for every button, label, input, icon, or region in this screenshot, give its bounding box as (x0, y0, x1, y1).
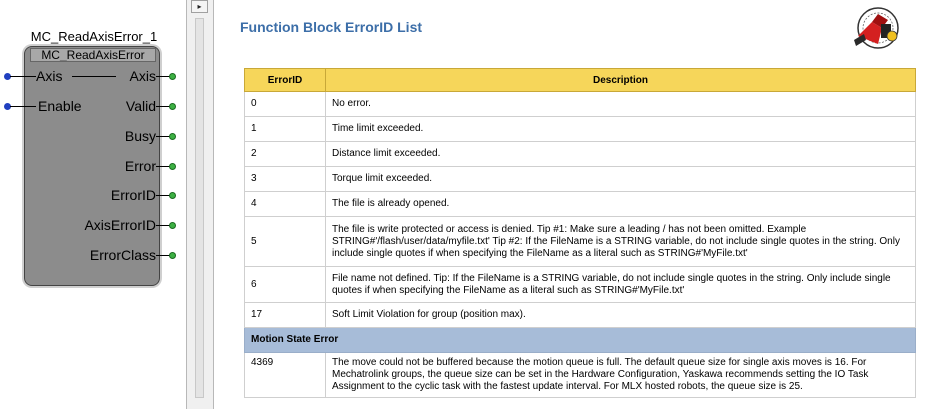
error-output-line (156, 166, 170, 167)
error-output-label: Error (124, 158, 156, 174)
enable-input-line (10, 106, 36, 107)
axis-output-pin[interactable] (169, 73, 176, 80)
section-header-row (245, 328, 916, 353)
axiserrorid-output-line (156, 225, 170, 226)
error-description-cell: File name not defined. Tip: If the FileName is a STRING variable, do not include single quotes in the string. Only include single quotes if when specifying the FileName as a literal such as STRING#'MyFile.txt' (326, 267, 916, 303)
errorclass-output-label: ErrorClass (89, 247, 156, 263)
enable-input-label: Enable (38, 98, 82, 114)
busy-output-label: Busy (124, 128, 156, 144)
section-title-motion-state-error: Motion State Error (245, 328, 916, 353)
valid-output-line (156, 106, 170, 107)
error-id-cell: 0 (245, 92, 326, 117)
axis-output-line (156, 76, 170, 77)
busy-output-line (156, 136, 170, 137)
valid-output-pin[interactable] (169, 103, 176, 110)
error-id-cell: 3 (245, 167, 326, 192)
axis-input-label: Axis (36, 68, 63, 84)
error-id-cell: 2 (245, 142, 326, 167)
error-id-cell: 4369 (245, 353, 326, 398)
logo-icon (848, 6, 904, 52)
column-header-description[interactable]: Description (326, 69, 916, 92)
table-header-row (245, 69, 916, 92)
error-description-cell: Distance limit exceeded. (326, 142, 916, 167)
error-id-cell: 6 (245, 267, 326, 303)
errorclass-output-line (156, 255, 170, 256)
error-id-cell: 17 (245, 303, 326, 328)
error-id-cell: 4 (245, 192, 326, 217)
expand-arrow-button[interactable]: ▸ (191, 0, 208, 13)
error-description-cell: The file is already opened. (326, 192, 916, 217)
error-description-cell: The move could not be buffered because the motion queue is full. The default queue size for single axis moves is 16. For Mechatrolink groups, the queue size can be set in the Hardware Configuration, Yaskawa recommends setting the IO Task Assignment to the cyclic task with the fastest update interval. For MLX hosted robots, the queue size is 25. (326, 353, 916, 398)
function-block-diagram (0, 0, 180, 409)
axiserrorid-output-pin[interactable] (169, 222, 176, 229)
table-row (245, 167, 916, 192)
fb-type-name: MC_ReadAxisError (30, 48, 156, 62)
table-row (245, 267, 916, 303)
error-description-cell: Time limit exceeded. (326, 117, 916, 142)
axis-input-line (10, 76, 36, 77)
error-id-cell: 1 (245, 117, 326, 142)
vertical-scrollbar[interactable] (195, 18, 204, 398)
errorid-output-pin[interactable] (169, 192, 176, 199)
table-row (245, 142, 916, 167)
error-description-cell: Torque limit exceeded. (326, 167, 916, 192)
table-row (245, 353, 916, 398)
axis-output-label: Axis (129, 68, 156, 84)
table-row (245, 117, 916, 142)
errorid-output-label: ErrorID (110, 187, 156, 203)
error-description-cell: The file is write protected or access is denied. Tip #1: Make sure a leading / has not been omitted. Example STRING#'/flash/user/data/myfile.txt' Tip #2: If the FileName is a STRING variable, do not include single quotes in the string. Only include single quotes if when specifying the FileName as a literal such as STRING#'MyFile.txt' (326, 217, 916, 267)
pane-splitter[interactable] (186, 0, 214, 409)
error-description-cell: No error. (326, 92, 916, 117)
axiserrorid-output-label: AxisErrorID (84, 217, 156, 233)
table-row (245, 192, 916, 217)
busy-output-pin[interactable] (169, 133, 176, 140)
table-row (245, 303, 916, 328)
errorid-output-line (156, 195, 170, 196)
error-description-cell: Soft Limit Violation for group (position max). (326, 303, 916, 328)
error-output-pin[interactable] (169, 163, 176, 170)
errorclass-output-pin[interactable] (169, 252, 176, 259)
fb-instance-name[interactable]: MC_ReadAxisError_1 (30, 29, 158, 44)
page-title: Function Block ErrorID List (240, 19, 423, 35)
errorid-table (244, 68, 916, 398)
error-id-cell: 5 (245, 217, 326, 267)
valid-output-label: Valid (125, 98, 156, 114)
column-header-errorid[interactable]: ErrorID (245, 69, 326, 92)
help-content-pane (214, 0, 929, 409)
table-row (245, 217, 916, 267)
table-row (245, 92, 916, 117)
